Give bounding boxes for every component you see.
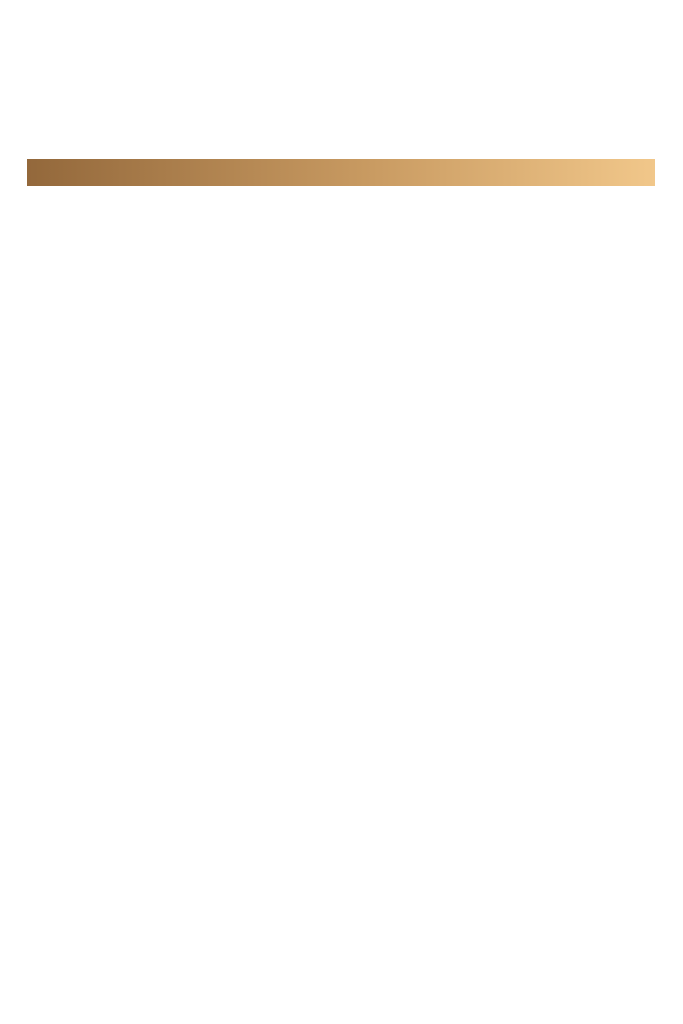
gradient-bar: [27, 159, 655, 186]
